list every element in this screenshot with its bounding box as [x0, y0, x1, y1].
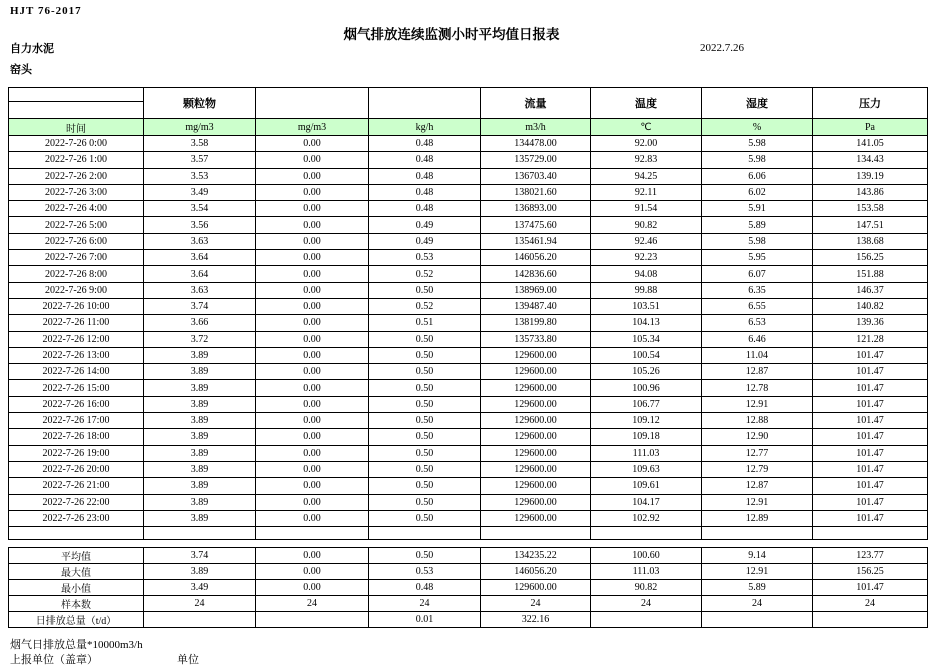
value-cell: 153.58 [813, 201, 928, 217]
column-unit-row [9, 119, 928, 136]
time-cell: 2022-7-26 1:00 [9, 152, 144, 168]
value-cell: 134.43 [813, 152, 928, 168]
value-cell: 0.00 [256, 168, 369, 184]
summary-value: 24 [369, 596, 481, 612]
value-cell: 0.00 [256, 347, 369, 363]
summary-value: 24 [702, 596, 813, 612]
value-cell: 129600.00 [481, 380, 591, 396]
value-cell: 0.50 [369, 282, 481, 298]
value-cell: 0.00 [256, 298, 369, 314]
value-cell: 6.06 [702, 168, 813, 184]
value-cell: 102.92 [591, 510, 702, 526]
time-cell: 2022-7-26 12:00 [9, 331, 144, 347]
table-row [9, 136, 928, 152]
value-cell: 0.51 [369, 315, 481, 331]
value-cell: 103.51 [591, 298, 702, 314]
value-cell: 12.89 [702, 510, 813, 526]
value-cell: 0.52 [369, 298, 481, 314]
hourly-data-table [8, 87, 928, 540]
column-group-row [9, 88, 928, 119]
value-cell: 12.77 [702, 445, 813, 461]
value-cell: 0.00 [256, 429, 369, 445]
table-row [9, 461, 928, 477]
value-cell: 0.00 [256, 233, 369, 249]
table-row [9, 184, 928, 200]
value-cell: 111.03 [591, 445, 702, 461]
value-cell: 0.50 [369, 331, 481, 347]
value-cell: 0.00 [256, 494, 369, 510]
table-row [9, 217, 928, 233]
summary-label: 平均值 [9, 548, 144, 564]
value-cell: 141.05 [813, 136, 928, 152]
summary-row [9, 596, 928, 612]
report-unit-label: 上报单位（盖章） [10, 654, 98, 666]
value-cell: 129600.00 [481, 510, 591, 526]
value-cell: 138.68 [813, 233, 928, 249]
empty-cell [813, 527, 928, 540]
summary-value: 100.60 [591, 548, 702, 564]
table-row [9, 152, 928, 168]
value-cell: 129600.00 [481, 413, 591, 429]
value-cell: 12.91 [702, 494, 813, 510]
value-cell: 92.23 [591, 250, 702, 266]
value-cell: 142836.60 [481, 266, 591, 282]
value-cell: 136703.40 [481, 168, 591, 184]
column-unit-header: % [702, 119, 813, 136]
summary-value: 24 [144, 596, 256, 612]
value-cell: 12.91 [702, 396, 813, 412]
value-cell: 0.50 [369, 347, 481, 363]
value-cell: 135733.80 [481, 331, 591, 347]
value-cell: 109.61 [591, 478, 702, 494]
unit-label: 单位 [177, 654, 199, 666]
summary-value [591, 612, 702, 628]
table-row [9, 282, 928, 298]
summary-value [702, 612, 813, 628]
value-cell: 0.00 [256, 250, 369, 266]
company-name: 自力水泥 [10, 43, 54, 55]
summary-row [9, 580, 928, 596]
value-cell: 129600.00 [481, 494, 591, 510]
summary-value: 0.01 [369, 612, 481, 628]
value-cell: 3.89 [144, 347, 256, 363]
empty-cell [481, 527, 591, 540]
value-cell: 12.79 [702, 461, 813, 477]
value-cell: 3.89 [144, 380, 256, 396]
column-group-header: 流量 [481, 88, 591, 119]
summary-label: 样本数 [9, 596, 144, 612]
value-cell: 100.54 [591, 347, 702, 363]
value-cell: 90.82 [591, 217, 702, 233]
time-cell: 2022-7-26 11:00 [9, 315, 144, 331]
time-cell: 2022-7-26 14:00 [9, 364, 144, 380]
table-row [9, 396, 928, 412]
value-cell: 0.00 [256, 396, 369, 412]
value-cell: 6.35 [702, 282, 813, 298]
table-row [9, 429, 928, 445]
summary-value: 9.14 [702, 548, 813, 564]
value-cell: 91.54 [591, 201, 702, 217]
value-cell: 12.90 [702, 429, 813, 445]
value-cell: 104.13 [591, 315, 702, 331]
summary-value: 129600.00 [481, 580, 591, 596]
column-unit-header: mg/m3 [256, 119, 369, 136]
empty-cell [591, 527, 702, 540]
value-cell: 3.72 [144, 331, 256, 347]
value-cell: 101.47 [813, 364, 928, 380]
table-row [9, 266, 928, 282]
value-cell: 3.64 [144, 266, 256, 282]
value-cell: 92.46 [591, 233, 702, 249]
column-unit-header: mg/m3 [144, 119, 256, 136]
value-cell: 3.89 [144, 510, 256, 526]
value-cell: 94.25 [591, 168, 702, 184]
value-cell: 12.78 [702, 380, 813, 396]
time-cell: 2022-7-26 19:00 [9, 445, 144, 461]
summary-value: 24 [481, 596, 591, 612]
summary-value: 0.48 [369, 580, 481, 596]
column-group-header: 压力 [813, 88, 928, 119]
value-cell: 101.47 [813, 429, 928, 445]
time-cell: 2022-7-26 3:00 [9, 184, 144, 200]
summary-row [9, 548, 928, 564]
value-cell: 3.56 [144, 217, 256, 233]
doc-code: HJT 76-2017 [10, 5, 82, 17]
value-cell: 109.63 [591, 461, 702, 477]
summary-value: 322.16 [481, 612, 591, 628]
time-cell: 2022-7-26 0:00 [9, 136, 144, 152]
time-cell: 2022-7-26 5:00 [9, 217, 144, 233]
value-cell: 3.89 [144, 364, 256, 380]
summary-value: 5.89 [702, 580, 813, 596]
value-cell: 101.47 [813, 461, 928, 477]
summary-row [9, 564, 928, 580]
value-cell: 0.00 [256, 364, 369, 380]
time-cell: 2022-7-26 23:00 [9, 510, 144, 526]
value-cell: 0.53 [369, 250, 481, 266]
time-cell: 2022-7-26 7:00 [9, 250, 144, 266]
value-cell: 109.12 [591, 413, 702, 429]
table-row [9, 233, 928, 249]
value-cell: 146.37 [813, 282, 928, 298]
value-cell: 5.91 [702, 201, 813, 217]
value-cell: 12.88 [702, 413, 813, 429]
table-row [9, 413, 928, 429]
value-cell: 0.50 [369, 494, 481, 510]
value-cell: 0.48 [369, 152, 481, 168]
summary-value: 101.47 [813, 580, 928, 596]
value-cell: 0.48 [369, 168, 481, 184]
summary-value: 0.00 [256, 548, 369, 564]
summary-value: 111.03 [591, 564, 702, 580]
value-cell: 3.63 [144, 233, 256, 249]
table-row [9, 494, 928, 510]
time-header-split-cell [9, 88, 144, 119]
table-row [9, 347, 928, 363]
time-cell: 2022-7-26 16:00 [9, 396, 144, 412]
summary-row [9, 612, 928, 628]
value-cell: 151.88 [813, 266, 928, 282]
value-cell: 143.86 [813, 184, 928, 200]
value-cell: 3.89 [144, 478, 256, 494]
value-cell: 101.47 [813, 445, 928, 461]
value-cell: 6.46 [702, 331, 813, 347]
value-cell: 11.04 [702, 347, 813, 363]
value-cell: 0.52 [369, 266, 481, 282]
value-cell: 94.08 [591, 266, 702, 282]
column-unit-header: m3/h [481, 119, 591, 136]
value-cell: 100.96 [591, 380, 702, 396]
summary-value: 0.50 [369, 548, 481, 564]
value-cell: 3.64 [144, 250, 256, 266]
value-cell: 3.53 [144, 168, 256, 184]
time-cell: 2022-7-26 15:00 [9, 380, 144, 396]
table-row [9, 201, 928, 217]
column-unit-header: kg/h [369, 119, 481, 136]
value-cell: 3.49 [144, 184, 256, 200]
value-cell: 0.00 [256, 282, 369, 298]
summary-value: 3.49 [144, 580, 256, 596]
value-cell: 0.49 [369, 233, 481, 249]
column-group-header: 湿度 [702, 88, 813, 119]
value-cell: 140.82 [813, 298, 928, 314]
value-cell: 0.50 [369, 396, 481, 412]
time-cell: 2022-7-26 21:00 [9, 478, 144, 494]
value-cell: 5.95 [702, 250, 813, 266]
time-cell: 2022-7-26 20:00 [9, 461, 144, 477]
value-cell: 92.00 [591, 136, 702, 152]
value-cell: 3.58 [144, 136, 256, 152]
empty-row [9, 527, 928, 540]
value-cell: 92.11 [591, 184, 702, 200]
column-group-header [369, 88, 481, 119]
summary-label: 日排放总量（t/d） [9, 612, 144, 628]
value-cell: 6.55 [702, 298, 813, 314]
value-cell: 12.87 [702, 478, 813, 494]
summary-value: 0.00 [256, 580, 369, 596]
value-cell: 101.47 [813, 478, 928, 494]
time-cell: 2022-7-26 6:00 [9, 233, 144, 249]
column-group-header: 温度 [591, 88, 702, 119]
value-cell: 5.98 [702, 233, 813, 249]
value-cell: 0.00 [256, 413, 369, 429]
value-cell: 138969.00 [481, 282, 591, 298]
summary-value: 156.25 [813, 564, 928, 580]
value-cell: 129600.00 [481, 445, 591, 461]
value-cell: 0.50 [369, 510, 481, 526]
page-title: 烟气排放连续监测小时平均值日报表 [343, 27, 560, 42]
value-cell: 0.50 [369, 413, 481, 429]
column-group-header: 颗粒物 [144, 88, 256, 119]
value-cell: 0.50 [369, 445, 481, 461]
value-cell: 0.50 [369, 461, 481, 477]
value-cell: 135729.00 [481, 152, 591, 168]
value-cell: 5.98 [702, 152, 813, 168]
value-cell: 135461.94 [481, 233, 591, 249]
report-date: 2022.7.26 [700, 42, 744, 54]
summary-value: 24 [813, 596, 928, 612]
time-cell: 2022-7-26 22:00 [9, 494, 144, 510]
value-cell: 105.34 [591, 331, 702, 347]
value-cell: 101.47 [813, 413, 928, 429]
value-cell: 129600.00 [481, 364, 591, 380]
summary-value: 24 [256, 596, 369, 612]
value-cell: 6.02 [702, 184, 813, 200]
value-cell: 3.89 [144, 413, 256, 429]
summary-value: 0.53 [369, 564, 481, 580]
summary-value: 0.00 [256, 564, 369, 580]
time-cell: 2022-7-26 2:00 [9, 168, 144, 184]
value-cell: 0.50 [369, 478, 481, 494]
value-cell: 138199.80 [481, 315, 591, 331]
column-group-header [256, 88, 369, 119]
value-cell: 3.89 [144, 494, 256, 510]
summary-label: 最小值 [9, 580, 144, 596]
value-cell: 101.47 [813, 494, 928, 510]
summary-value: 146056.20 [481, 564, 591, 580]
value-cell: 0.48 [369, 201, 481, 217]
summary-value: 123.77 [813, 548, 928, 564]
value-cell: 3.63 [144, 282, 256, 298]
column-unit-header: 时间 [9, 119, 144, 136]
table-row [9, 298, 928, 314]
value-cell: 0.00 [256, 266, 369, 282]
empty-cell [9, 527, 144, 540]
value-cell: 101.47 [813, 347, 928, 363]
table-row [9, 331, 928, 347]
value-cell: 3.89 [144, 396, 256, 412]
value-cell: 0.00 [256, 331, 369, 347]
value-cell: 3.89 [144, 445, 256, 461]
value-cell: 104.17 [591, 494, 702, 510]
value-cell: 0.00 [256, 315, 369, 331]
column-unit-header: Pa [813, 119, 928, 136]
time-cell: 2022-7-26 10:00 [9, 298, 144, 314]
summary-value: 90.82 [591, 580, 702, 596]
value-cell: 0.00 [256, 445, 369, 461]
value-cell: 3.54 [144, 201, 256, 217]
value-cell: 3.57 [144, 152, 256, 168]
table-row [9, 250, 928, 266]
empty-cell [256, 527, 369, 540]
empty-cell [369, 527, 481, 540]
value-cell: 92.83 [591, 152, 702, 168]
value-cell: 0.00 [256, 461, 369, 477]
value-cell: 139.19 [813, 168, 928, 184]
value-cell: 129600.00 [481, 461, 591, 477]
summary-value [256, 612, 369, 628]
value-cell: 147.51 [813, 217, 928, 233]
value-cell: 0.00 [256, 217, 369, 233]
value-cell: 0.50 [369, 380, 481, 396]
value-cell: 101.47 [813, 396, 928, 412]
value-cell: 121.28 [813, 331, 928, 347]
station-name: 窑头 [10, 64, 32, 76]
header-split-divider [9, 88, 143, 102]
summary-value: 3.74 [144, 548, 256, 564]
empty-cell [702, 527, 813, 540]
value-cell: 106.77 [591, 396, 702, 412]
flow-total-note: 烟气日排放总量*10000m3/h [10, 639, 143, 651]
table-row [9, 168, 928, 184]
value-cell: 101.47 [813, 510, 928, 526]
table-row [9, 380, 928, 396]
value-cell: 0.00 [256, 136, 369, 152]
table-row [9, 478, 928, 494]
value-cell: 136893.00 [481, 201, 591, 217]
value-cell: 0.00 [256, 184, 369, 200]
value-cell: 12.87 [702, 364, 813, 380]
value-cell: 5.98 [702, 136, 813, 152]
value-cell: 129600.00 [481, 429, 591, 445]
summary-value: 12.91 [702, 564, 813, 580]
value-cell: 3.66 [144, 315, 256, 331]
time-cell: 2022-7-26 4:00 [9, 201, 144, 217]
table-row [9, 364, 928, 380]
time-cell: 2022-7-26 13:00 [9, 347, 144, 363]
value-cell: 0.00 [256, 478, 369, 494]
value-cell: 3.74 [144, 298, 256, 314]
value-cell: 5.89 [702, 217, 813, 233]
value-cell: 156.25 [813, 250, 928, 266]
value-cell: 99.88 [591, 282, 702, 298]
empty-cell [144, 527, 256, 540]
value-cell: 0.00 [256, 152, 369, 168]
value-cell: 129600.00 [481, 396, 591, 412]
summary-value [813, 612, 928, 628]
value-cell: 0.48 [369, 136, 481, 152]
value-cell: 129600.00 [481, 478, 591, 494]
value-cell: 0.49 [369, 217, 481, 233]
table-row [9, 315, 928, 331]
value-cell: 109.18 [591, 429, 702, 445]
time-cell: 2022-7-26 8:00 [9, 266, 144, 282]
summary-label: 最大值 [9, 564, 144, 580]
value-cell: 0.00 [256, 201, 369, 217]
value-cell: 129600.00 [481, 347, 591, 363]
value-cell: 0.48 [369, 184, 481, 200]
time-cell: 2022-7-26 9:00 [9, 282, 144, 298]
time-cell: 2022-7-26 18:00 [9, 429, 144, 445]
summary-value [144, 612, 256, 628]
value-cell: 138021.60 [481, 184, 591, 200]
column-unit-header: ℃ [591, 119, 702, 136]
summary-table [8, 547, 928, 628]
value-cell: 139.36 [813, 315, 928, 331]
value-cell: 3.89 [144, 429, 256, 445]
value-cell: 101.47 [813, 380, 928, 396]
table-row [9, 445, 928, 461]
summary-value: 134235.22 [481, 548, 591, 564]
value-cell: 6.53 [702, 315, 813, 331]
table-row [9, 510, 928, 526]
value-cell: 137475.60 [481, 217, 591, 233]
value-cell: 0.00 [256, 510, 369, 526]
value-cell: 139487.40 [481, 298, 591, 314]
value-cell: 0.50 [369, 364, 481, 380]
value-cell: 6.07 [702, 266, 813, 282]
time-cell: 2022-7-26 17:00 [9, 413, 144, 429]
summary-value: 3.89 [144, 564, 256, 580]
value-cell: 0.00 [256, 380, 369, 396]
value-cell: 3.89 [144, 461, 256, 477]
value-cell: 0.50 [369, 429, 481, 445]
value-cell: 134478.00 [481, 136, 591, 152]
summary-value: 24 [591, 596, 702, 612]
value-cell: 105.26 [591, 364, 702, 380]
value-cell: 146056.20 [481, 250, 591, 266]
